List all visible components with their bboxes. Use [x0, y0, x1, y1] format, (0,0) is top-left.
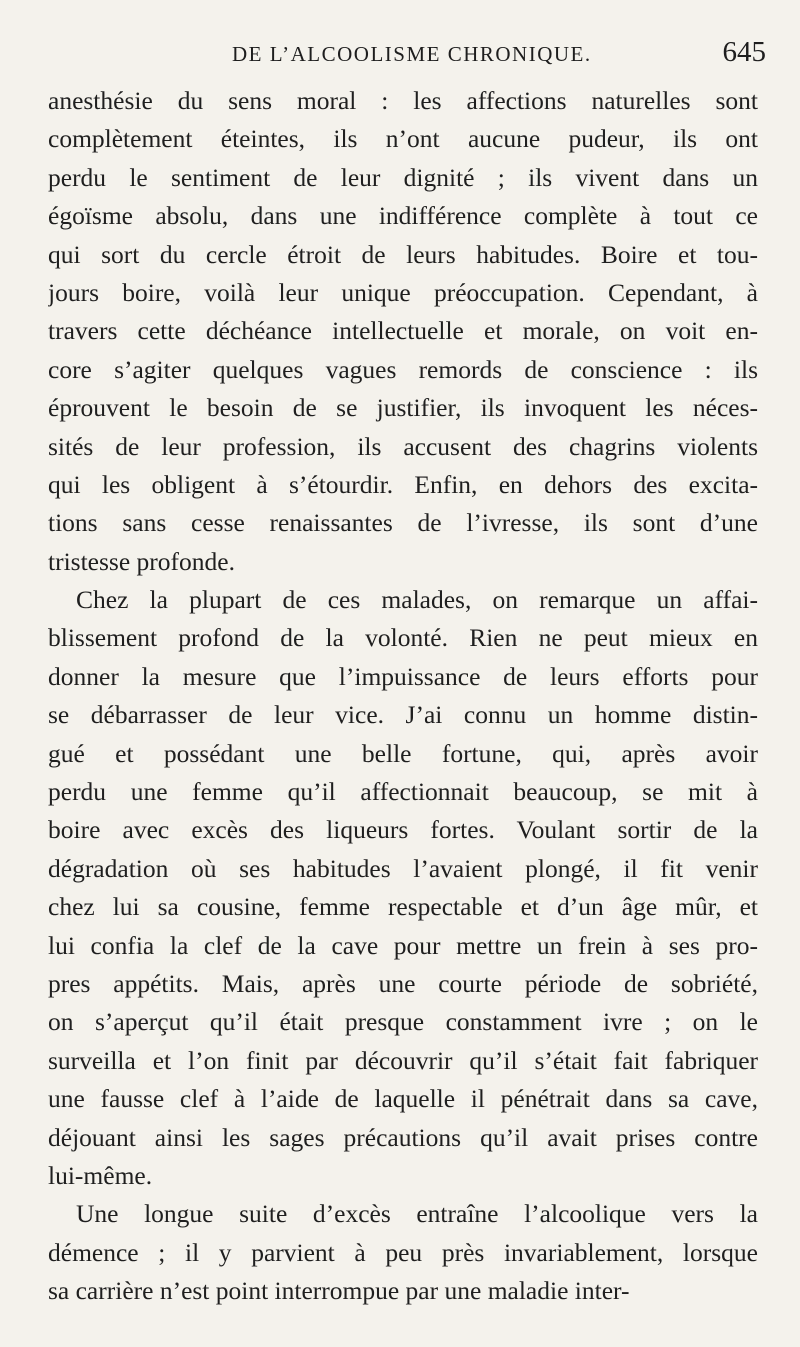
text-line: on s’aperçut qu’il était presque constamment ivre ; on le	[48, 1007, 758, 1037]
text-line: lui confia la clef de la cave pour mettre un frein à ses pro-	[48, 930, 758, 960]
text-line: jours boire, voilà leur unique préoccupation. Cependant, à	[48, 277, 758, 307]
text-line: perdu le sentiment de leur dignité ; ils vivent dans un	[48, 162, 758, 192]
text-line: déjouant ainsi les sages précautions qu’il avait prises contre	[48, 1122, 758, 1152]
text-line: qui sort du cercle étroit de leurs habitudes. Boire et tou-	[48, 239, 758, 269]
text-line: se débarrasser de leur vice. J’ai connu un homme distin-	[48, 700, 758, 730]
paragraph	[48, 1195, 758, 1310]
paragraph	[48, 581, 758, 1195]
text-line: perdu une femme qu’il affectionnait beaucoup, se mit à	[48, 777, 758, 807]
text-line: gué et possédant une belle fortune, qui, après avoir	[48, 738, 758, 768]
page-number: 645	[722, 36, 766, 68]
text-line: dégradation où ses habitudes l’avaient plongé, il fit venir	[48, 853, 758, 883]
text-line: une fausse clef à l’aide de laquelle il pénétrait dans sa cave,	[48, 1084, 758, 1114]
text-line: complètement éteintes, ils n’ont aucune pudeur, ils ont	[48, 124, 758, 154]
page-header	[48, 36, 766, 76]
text-line: sa carrière n’est point interrompue par une maladie inter-	[48, 1276, 630, 1306]
text-line: Chez la plupart de ces malades, on remarque un affai-	[76, 585, 758, 615]
paragraph	[48, 82, 758, 581]
text-line: qui les obligent à s’étourdir. Enfin, en dehors des excita-	[48, 469, 758, 499]
text-line: tristesse profonde.	[48, 546, 235, 576]
text-line: éprouvent le besoin de se justifier, ils invoquent les néces-	[48, 393, 758, 423]
text-line: blissement profond de la volonté. Rien ne peut mieux en	[48, 623, 758, 653]
text-line: tions sans cesse renaissantes de l’ivresse, ils sont d’une	[48, 508, 758, 538]
running-head: DE L’ALCOOLISME CHRONIQUE.	[232, 42, 592, 66]
text-line: sités de leur profession, ils accusent des chagrins violents	[48, 431, 758, 461]
text-line: Une longue suite d’excès entraîne l’alcoolique vers la	[76, 1199, 758, 1229]
text-line: égoïsme absolu, dans une indifférence complète à tout ce	[48, 201, 758, 231]
text-line: surveilla et l’on finit par découvrir qu’il s’était fait fabriquer	[48, 1045, 758, 1075]
text-line: pres appétits. Mais, après une courte période de sobriété,	[48, 968, 758, 998]
text-line: anesthésie du sens moral : les affections naturelles sont	[48, 86, 758, 115]
text-line: chez lui sa cousine, femme respectable et d’un âge mûr, et	[48, 892, 758, 922]
text-line: travers cette déchéance intellectuelle et morale, on voit en-	[48, 316, 758, 346]
text-line: donner la mesure que l’impuissance de leurs efforts pour	[48, 661, 758, 691]
body-text	[48, 82, 758, 1311]
text-line: lui-même.	[48, 1160, 153, 1190]
text-line: core s’agiter quelques vagues remords de conscience : ils	[48, 354, 758, 384]
text-line: démence ; il y parvient à peu près invariablement, lorsque	[48, 1237, 758, 1267]
text-line: boire avec excès des liqueurs fortes. Voulant sortir de la	[48, 815, 758, 845]
